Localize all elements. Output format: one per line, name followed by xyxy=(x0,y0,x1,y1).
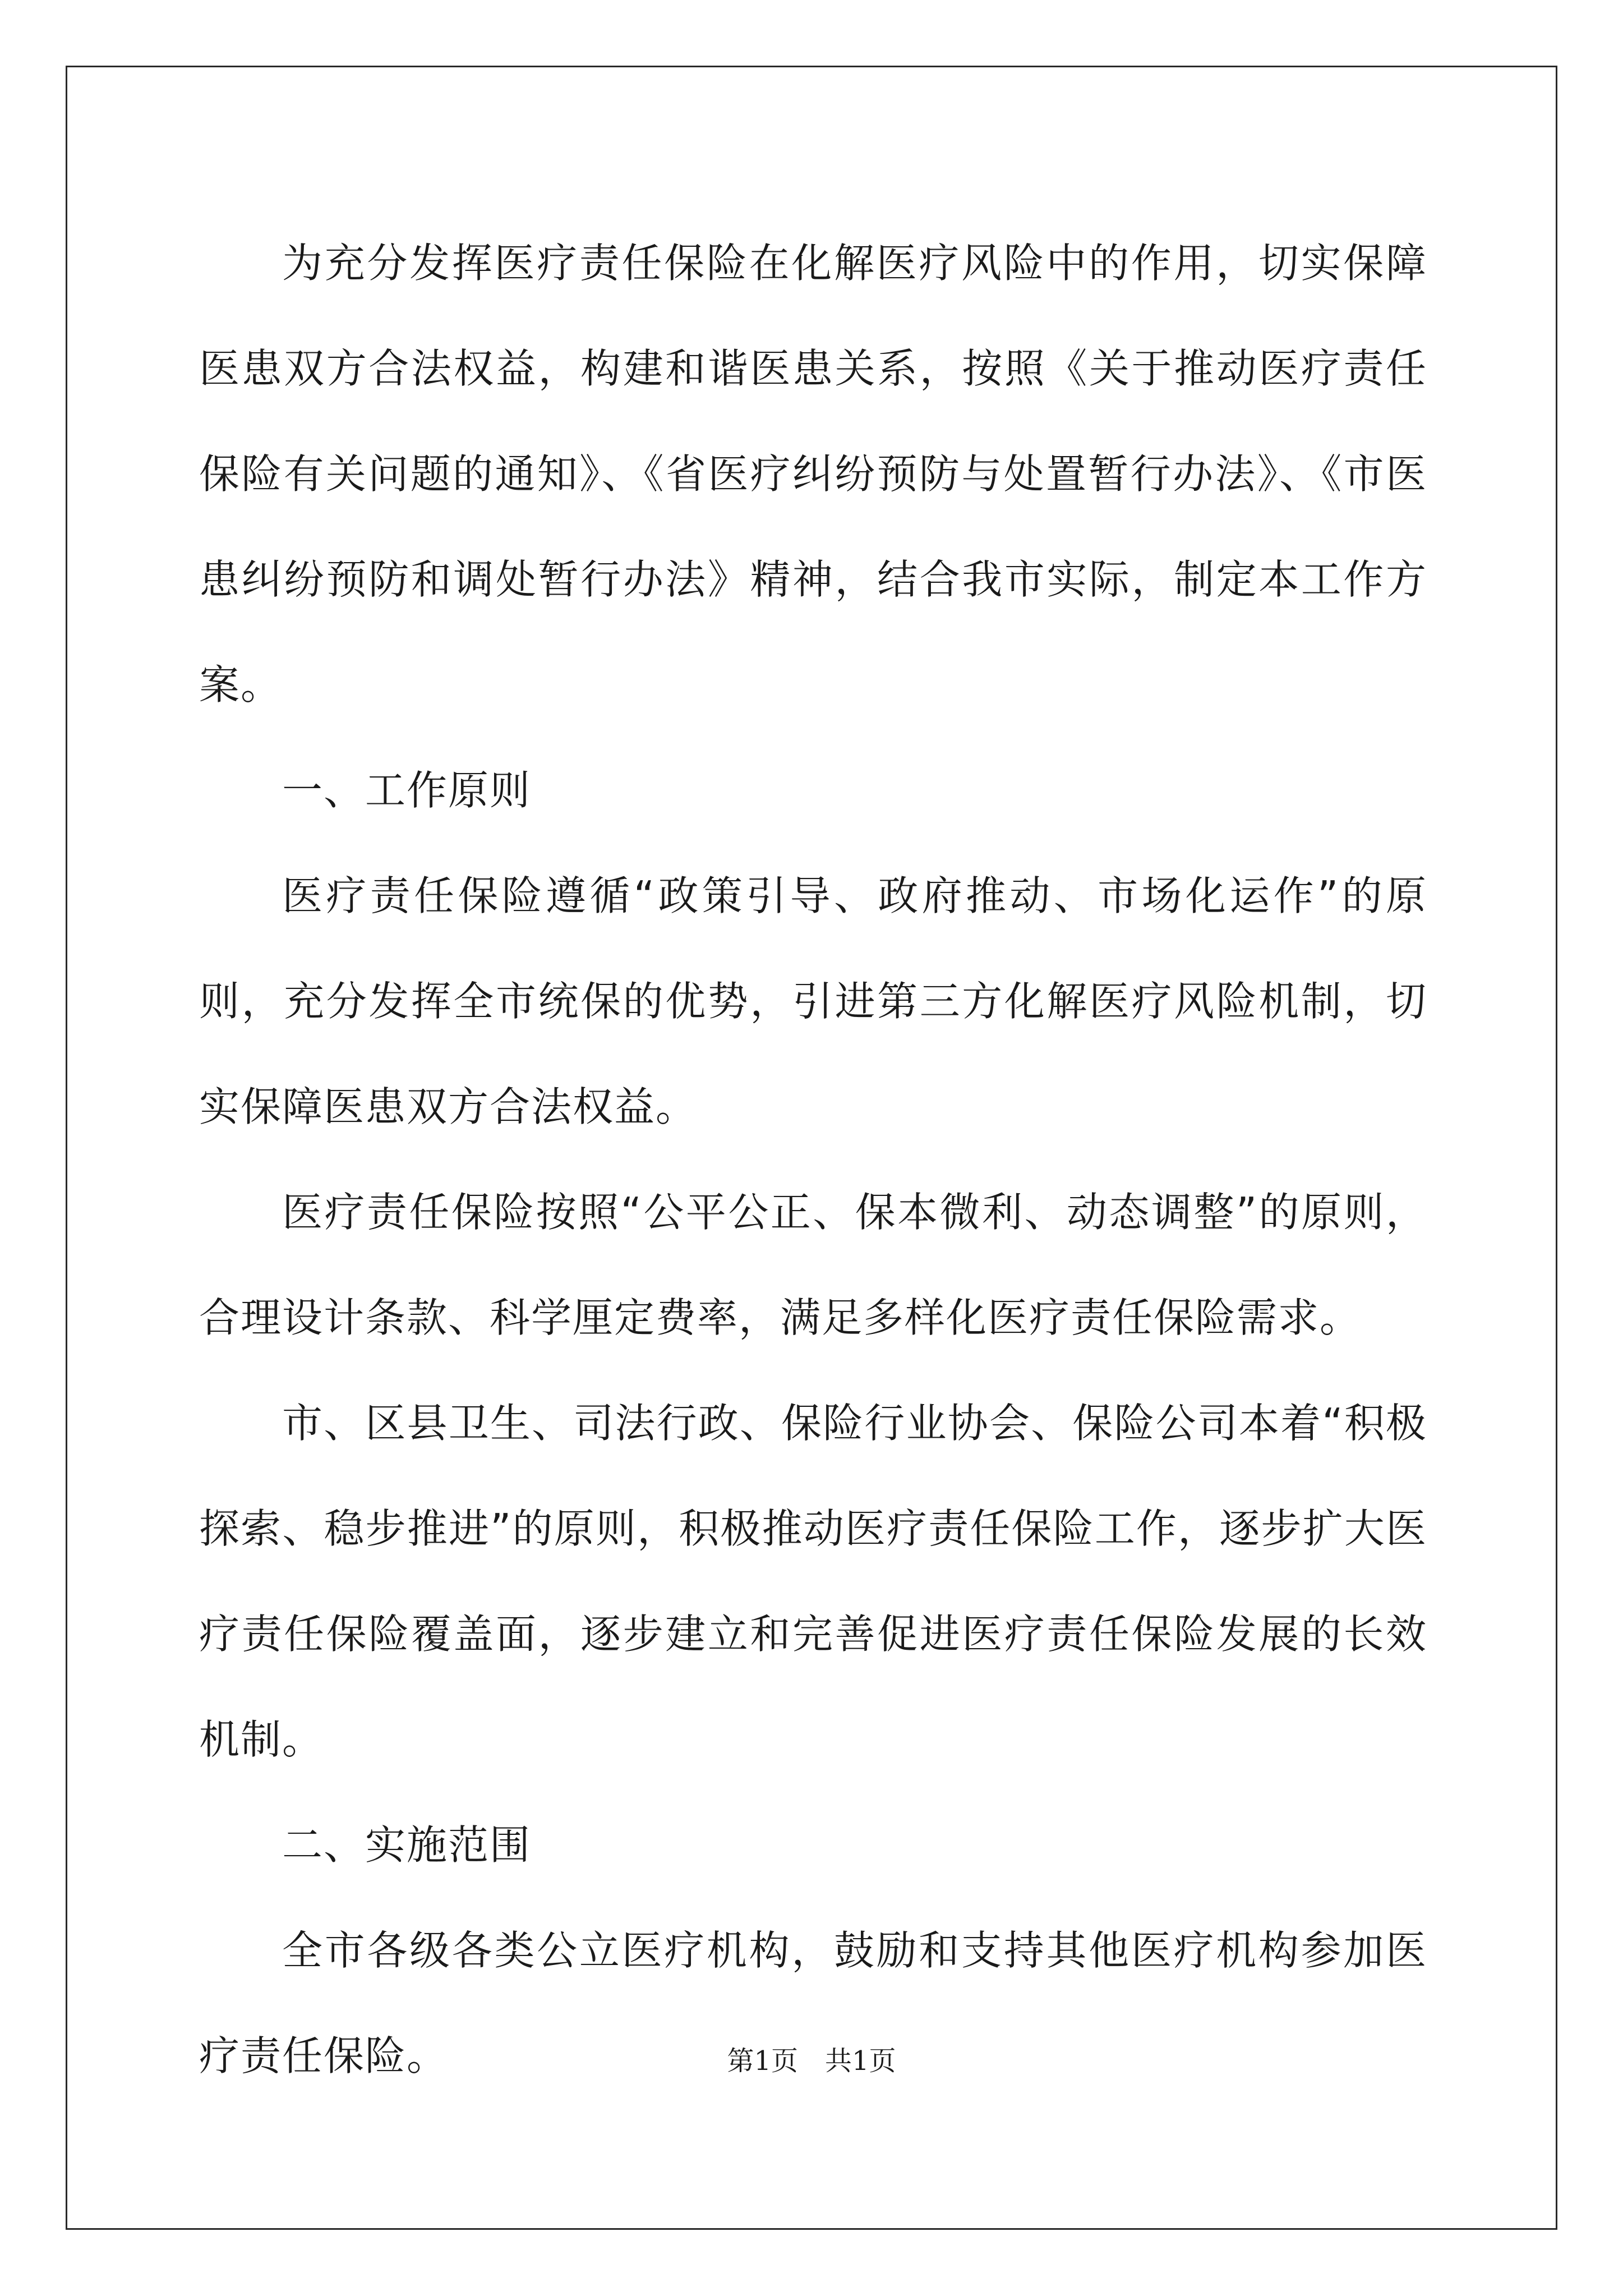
paragraph-intro: 为充分发挥医疗责任保险在化解医疗风险中的作用，切实保障医患双方合法权益，构建和谐医患关系，按照《关于推动医疗责任保险有关问题的通知》、《省医疗纠纷预防与处置暂行办法》、《市医患纠纷预防和调处暂行办法》精神，结合我市实际，制定本工作方案。 xyxy=(199,240,1427,708)
paragraph-scope: 全市各级各类公立医疗机构，鼓励和支持其他医疗机构参加医疗责任保险。 xyxy=(199,1927,1427,2079)
section-heading-scope: 二、实施范围 xyxy=(282,1821,532,1869)
page-number-current: 第1页 xyxy=(727,2045,798,2077)
paragraph-principle-3: 市、区县卫生、司法行政、保险行业协会、保险公司本着“积极探索、稳步推进”的原则，积极推动医疗责任保险工作，逐步扩大医疗责任保险覆盖面，逐步建立和完善促进医疗责任保险发展的长效机制。 xyxy=(199,1400,1427,1763)
paragraph-principle-1: 医疗责任保险遵循“政策引导、政府推动、市场化运作”的原则，充分发挥全市统保的优势，引进第三方化解医疗风险机制，切实保障医患双方合法权益。 xyxy=(199,872,1427,1130)
section-heading-principles: 一、工作原则 xyxy=(282,767,532,814)
page-number-total: 共1页 xyxy=(825,2045,896,2077)
paragraph-principle-2: 医疗责任保险按照“公平公正、保本微利、动态调整”的原则，合理设计条款、科学厘定费率，满足多样化医疗责任保险需求。 xyxy=(199,1189,1427,1341)
document-body xyxy=(199,210,1427,2109)
page-footer xyxy=(0,2039,1623,2078)
